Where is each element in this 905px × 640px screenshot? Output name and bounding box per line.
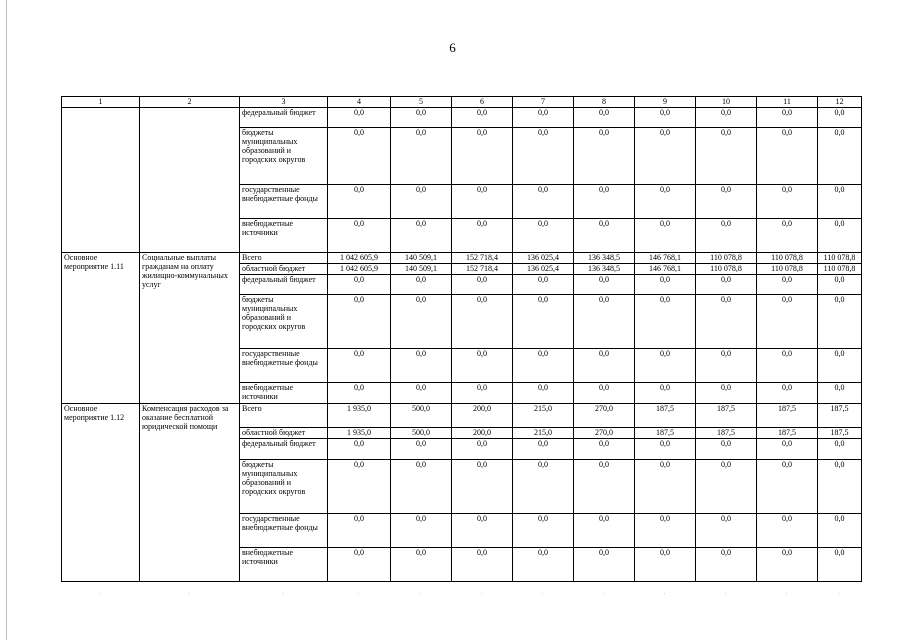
amount-cell: 0,0: [757, 108, 818, 128]
amount-cell: 500,0: [391, 428, 452, 439]
amount-cell: 187,5: [818, 428, 862, 439]
amount-cell: 0,0: [635, 514, 696, 548]
amount-cell: 0,0: [574, 439, 635, 460]
funding-source-cell: областной бюджет: [240, 264, 328, 275]
amount-cell: 110 078,8: [757, 264, 818, 275]
amount-cell: 0,0: [635, 219, 696, 253]
amount-cell: 187,5: [635, 404, 696, 428]
amount-cell: 0,0: [696, 295, 757, 349]
amount-cell: 0,0: [452, 275, 513, 295]
amount-cell: 0,0: [574, 108, 635, 128]
amount-cell: 0,0: [574, 185, 635, 219]
amount-cell: 0,0: [635, 439, 696, 460]
amount-cell: 0,0: [635, 383, 696, 404]
amount-cell: 0,0: [635, 295, 696, 349]
amount-cell: 0,0: [391, 548, 452, 582]
amount-cell: 0,0: [391, 383, 452, 404]
amount-cell: 0,0: [513, 108, 574, 128]
amount-cell: 0,0: [513, 548, 574, 582]
continuation-mark: ˙: [282, 593, 284, 599]
amount-cell: 0,0: [328, 439, 391, 460]
column-header: 6: [452, 97, 513, 108]
amount-cell: 0,0: [452, 185, 513, 219]
amount-cell: 0,0: [452, 548, 513, 582]
funding-source-cell: федеральный бюджет: [240, 108, 328, 128]
amount-cell: 0,0: [574, 383, 635, 404]
amount-cell: 270,0: [574, 404, 635, 428]
funding-source-cell: бюджеты муниципальных образований и городских округов: [240, 128, 328, 185]
amount-cell: 0,0: [513, 185, 574, 219]
amount-cell: 0,0: [818, 108, 862, 128]
amount-cell: 0,0: [696, 514, 757, 548]
amount-cell: 0,0: [452, 295, 513, 349]
continuation-mark: ˙: [99, 593, 101, 599]
funding-source-cell: областной бюджет: [240, 428, 328, 439]
amount-cell: 0,0: [635, 548, 696, 582]
amount-cell: 0,0: [513, 349, 574, 383]
amount-cell: 0,0: [513, 275, 574, 295]
amount-cell: 0,0: [391, 439, 452, 460]
amount-cell: 0,0: [696, 219, 757, 253]
amount-cell: 0,0: [635, 185, 696, 219]
amount-cell: 0,0: [696, 128, 757, 185]
amount-cell: 0,0: [328, 185, 391, 219]
amount-cell: 0,0: [391, 108, 452, 128]
amount-cell: 0,0: [513, 128, 574, 185]
amount-cell: 0,0: [757, 548, 818, 582]
amount-cell: 0,0: [696, 548, 757, 582]
amount-cell: 0,0: [757, 219, 818, 253]
amount-cell: 146 768,1: [635, 264, 696, 275]
amount-cell: 500,0: [391, 404, 452, 428]
amount-cell: 0,0: [757, 295, 818, 349]
amount-cell: 200,0: [452, 404, 513, 428]
amount-cell: 0,0: [391, 514, 452, 548]
amount-cell: 187,5: [757, 404, 818, 428]
amount-cell: 0,0: [328, 295, 391, 349]
funding-source-cell: бюджеты муниципальных образований и городских округов: [240, 295, 328, 349]
amount-cell: 0,0: [513, 514, 574, 548]
amount-cell: 0,0: [513, 439, 574, 460]
amount-cell: 0,0: [635, 108, 696, 128]
amount-cell: 0,0: [513, 219, 574, 253]
amount-cell: 136 025,4: [513, 264, 574, 275]
funding-source-cell: федеральный бюджет: [240, 275, 328, 295]
amount-cell: 0,0: [696, 439, 757, 460]
amount-cell: 0,0: [452, 439, 513, 460]
amount-cell: 0,0: [574, 295, 635, 349]
amount-cell: 152 718,4: [452, 253, 513, 264]
amount-cell: 146 768,1: [635, 253, 696, 264]
amount-cell: 0,0: [635, 460, 696, 514]
amount-cell: 0,0: [574, 460, 635, 514]
amount-cell: 110 078,8: [757, 253, 818, 264]
continuation-mark: ˙: [188, 593, 190, 599]
amount-cell: 215,0: [513, 404, 574, 428]
column-header: 8: [574, 97, 635, 108]
amount-cell: 0,0: [818, 439, 862, 460]
amount-cell: 0,0: [757, 383, 818, 404]
amount-cell: 110 078,8: [818, 264, 862, 275]
amount-cell: 136 348,5: [574, 264, 635, 275]
amount-cell: 0,0: [696, 349, 757, 383]
amount-cell: 0,0: [391, 219, 452, 253]
page-edge-line: [6, 0, 7, 640]
table-row: [62, 404, 862, 428]
amount-cell: 140 509,1: [391, 253, 452, 264]
funding-source-cell: государственные внебюджетные фонды: [240, 349, 328, 383]
continuation-mark: ˙: [724, 593, 727, 599]
amount-cell: 200,0: [452, 428, 513, 439]
amount-cell: 0,0: [574, 128, 635, 185]
activity-name-cell: Социальные выплаты гражданам на оплату жилищно-коммунальных услуг: [140, 253, 240, 404]
amount-cell: 110 078,8: [696, 253, 757, 264]
amount-cell: 0,0: [696, 108, 757, 128]
amount-cell: 270,0: [574, 428, 635, 439]
amount-cell: 0,0: [696, 185, 757, 219]
amount-cell: 0,0: [391, 460, 452, 514]
activity-code-cell: Основное мероприятие 1.12: [62, 404, 140, 582]
column-header: 5: [391, 97, 452, 108]
amount-cell: 0,0: [757, 275, 818, 295]
amount-cell: 152 718,4: [452, 264, 513, 275]
amount-cell: 0,0: [818, 275, 862, 295]
amount-cell: 187,5: [696, 404, 757, 428]
column-header: 12: [818, 97, 862, 108]
column-header: 10: [696, 97, 757, 108]
amount-cell: 0,0: [391, 128, 452, 185]
column-header: 2: [140, 97, 240, 108]
amount-cell: 0,0: [818, 128, 862, 185]
amount-cell: 0,0: [328, 108, 391, 128]
amount-cell: 0,0: [452, 108, 513, 128]
amount-cell: 0,0: [328, 275, 391, 295]
amount-cell: 1 935,0: [328, 428, 391, 439]
column-header: 4: [328, 97, 391, 108]
table-row: [62, 253, 862, 264]
column-header: 11: [757, 97, 818, 108]
activity-name-cell: Компенсация расходов за оказание бесплатной юридической помощи: [140, 404, 240, 582]
amount-cell: 0,0: [328, 383, 391, 404]
amount-cell: 0,0: [818, 295, 862, 349]
amount-cell: 0,0: [757, 185, 818, 219]
amount-cell: 0,0: [635, 275, 696, 295]
amount-cell: 187,5: [818, 404, 862, 428]
amount-cell: 0,0: [574, 514, 635, 548]
amount-cell: 0,0: [452, 349, 513, 383]
funding-source-cell: внебюджетные источники: [240, 548, 328, 582]
table-row: [62, 108, 862, 128]
amount-cell: 0,0: [574, 349, 635, 383]
amount-cell: 136 025,4: [513, 253, 574, 264]
amount-cell: 0,0: [574, 275, 635, 295]
page-number: 6: [449, 40, 456, 55]
amount-cell: 0,0: [452, 460, 513, 514]
amount-cell: 0,0: [574, 548, 635, 582]
amount-cell: 0,0: [391, 185, 452, 219]
continuation-mark: ˙: [541, 593, 544, 599]
amount-cell: 0,0: [818, 548, 862, 582]
column-header: 9: [635, 97, 696, 108]
amount-cell: 0,0: [757, 349, 818, 383]
amount-cell: 187,5: [696, 428, 757, 439]
funding-source-cell: Всего: [240, 253, 328, 264]
continuation-mark: ˙: [480, 593, 483, 599]
amount-cell: 0,0: [696, 275, 757, 295]
activity-code-cell: [62, 108, 140, 253]
amount-cell: 1 042 605,9: [328, 264, 391, 275]
amount-cell: 187,5: [635, 428, 696, 439]
amount-cell: 0,0: [757, 460, 818, 514]
amount-cell: 0,0: [513, 383, 574, 404]
amount-cell: 0,0: [757, 128, 818, 185]
column-header: 3: [240, 97, 328, 108]
continuation-mark: ˙: [785, 593, 788, 599]
amount-cell: 0,0: [391, 275, 452, 295]
amount-cell: 0,0: [328, 548, 391, 582]
amount-cell: 0,0: [635, 128, 696, 185]
amount-cell: 0,0: [328, 349, 391, 383]
amount-cell: 0,0: [513, 295, 574, 349]
amount-cell: 0,0: [574, 219, 635, 253]
amount-cell: 0,0: [696, 460, 757, 514]
continuation-mark: ˙: [357, 593, 360, 599]
amount-cell: 0,0: [452, 383, 513, 404]
amount-cell: 0,0: [391, 349, 452, 383]
column-header: 1: [62, 97, 140, 108]
funding-source-cell: государственные внебюджетные фонды: [240, 514, 328, 548]
funding-source-cell: бюджеты муниципальных образований и городских округов: [240, 460, 328, 514]
amount-cell: 0,0: [452, 128, 513, 185]
activity-name-cell: [140, 108, 240, 253]
column-header: 7: [513, 97, 574, 108]
amount-cell: 0,0: [328, 219, 391, 253]
continuation-mark: ˙: [663, 593, 666, 599]
amount-cell: 0,0: [818, 219, 862, 253]
continuation-mark: ˙: [838, 593, 840, 599]
amount-cell: 0,0: [328, 514, 391, 548]
amount-cell: 0,0: [818, 514, 862, 548]
amount-cell: 0,0: [452, 219, 513, 253]
funding-source-cell: государственные внебюджетные фонды: [240, 185, 328, 219]
funding-source-cell: федеральный бюджет: [240, 439, 328, 460]
amount-cell: 0,0: [513, 460, 574, 514]
amount-cell: 0,0: [818, 383, 862, 404]
funding-source-cell: внебюджетные источники: [240, 383, 328, 404]
amount-cell: 136 348,5: [574, 253, 635, 264]
amount-cell: 0,0: [757, 439, 818, 460]
amount-cell: 110 078,8: [696, 264, 757, 275]
amount-cell: 1 935,0: [328, 404, 391, 428]
activity-code-cell: Основное мероприятие 1.11: [62, 253, 140, 404]
funding-source-cell: Всего: [240, 404, 328, 428]
amount-cell: 0,0: [696, 383, 757, 404]
amount-cell: 0,0: [818, 460, 862, 514]
amount-cell: 0,0: [818, 185, 862, 219]
table-continuation-marks: [61, 593, 861, 601]
amount-cell: 0,0: [328, 128, 391, 185]
continuation-mark: ˙: [602, 593, 605, 599]
amount-cell: 0,0: [391, 295, 452, 349]
amount-cell: 110 078,8: [818, 253, 862, 264]
amount-cell: 0,0: [452, 514, 513, 548]
header-row: [62, 97, 862, 108]
amount-cell: 215,0: [513, 428, 574, 439]
amount-cell: 0,0: [328, 460, 391, 514]
amount-cell: 0,0: [635, 349, 696, 383]
amount-cell: 187,5: [757, 428, 818, 439]
funding-source-cell: внебюджетные источники: [240, 219, 328, 253]
amount-cell: 1 042 605,9: [328, 253, 391, 264]
amount-cell: 0,0: [757, 514, 818, 548]
continuation-mark: ˙: [419, 593, 422, 599]
budget-table: [61, 96, 862, 582]
amount-cell: 0,0: [818, 349, 862, 383]
amount-cell: 140 509,1: [391, 264, 452, 275]
